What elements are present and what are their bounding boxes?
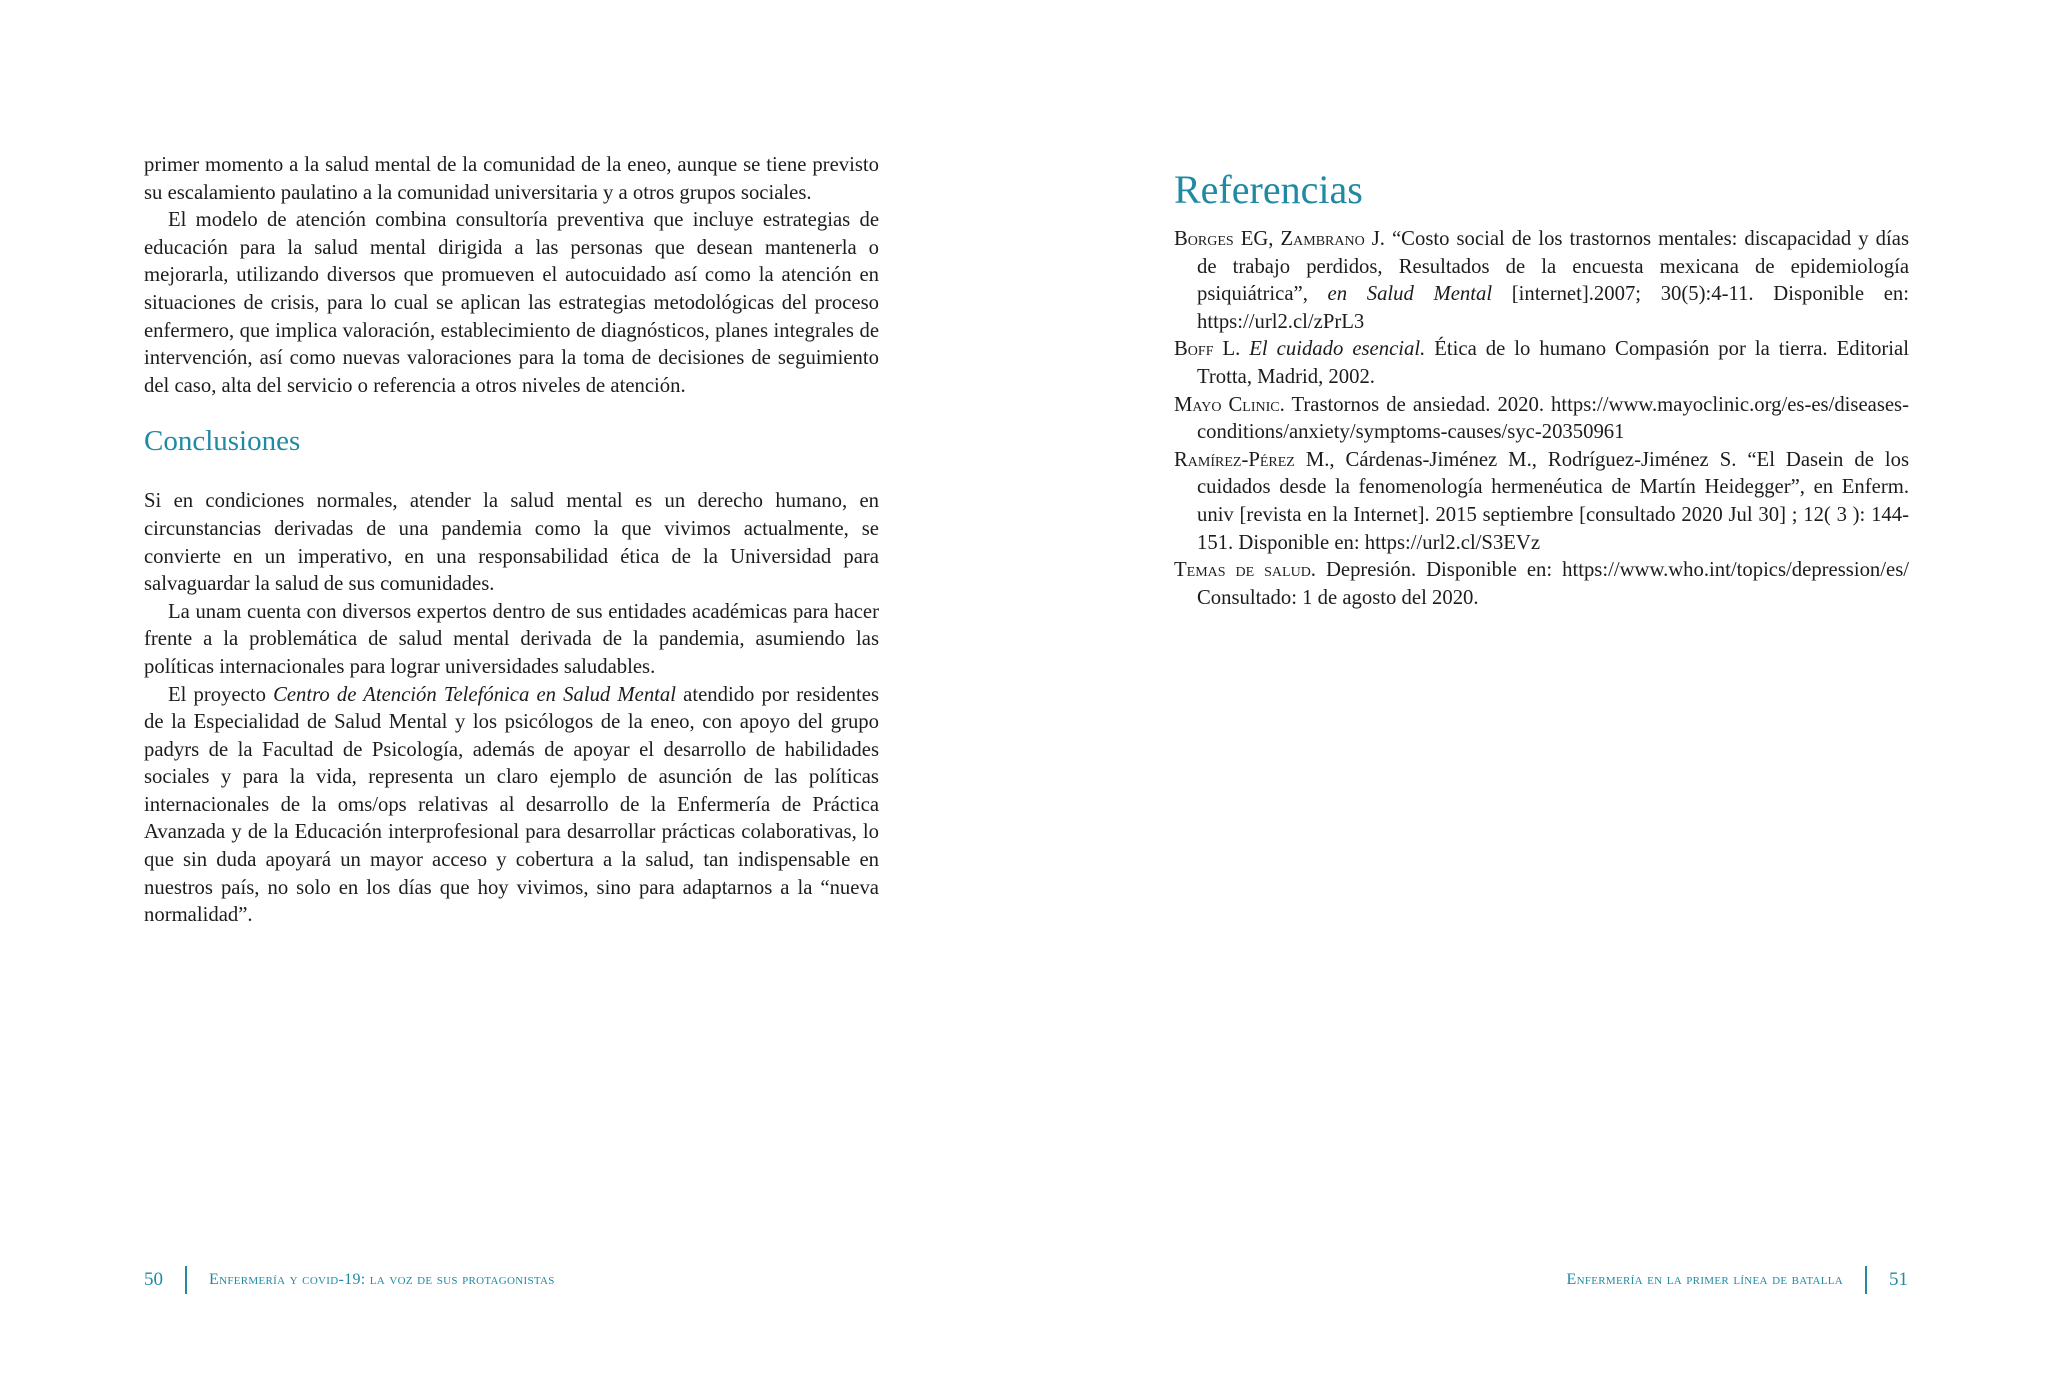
reference-text: Ética de lo humano Compasión por la tierra. Editorial Trotta, Madrid, 2002. — [1197, 338, 1909, 388]
reference-list — [1174, 226, 1909, 612]
footer-divider — [1865, 1266, 1867, 1294]
text-run: El proyecto — [168, 683, 274, 706]
section-heading: Conclusiones — [144, 425, 301, 458]
page-number: 51 — [1889, 1269, 1908, 1290]
reference-text: Depresión. Disponible en: https://www.who.int/topics/depression/es/ Consultado: 1 de agosto del 2020. — [1197, 559, 1909, 609]
reference-text — [1240, 338, 1249, 360]
reference-text: Cárdenas-Jiménez M., Rodríguez-Jiménez S. “El Dasein de los cuidados desde la fenomenología hermenéutica de Martín Heidegger”, en Enferm. univ [revista en la Internet]. 2015 septiembre [consultado 2020 Jul 30] ; 12( 3 ): 144-151. Disponible en: https://url2.cl/S3EVz — [1197, 448, 1909, 554]
reference-text: Trastornos de ansiedad. 2020. https://www.mayoclinic.org/es-es/diseases-conditions/anxiety/symptoms-causes/syc-20350961 — [1197, 393, 1909, 444]
reference-author: Temas de salud. — [1174, 559, 1316, 582]
left-body — [144, 152, 879, 930]
reference-item — [1174, 392, 1909, 447]
reference-item — [1174, 336, 1909, 391]
reference-italic: El cuidado esencial. — [1249, 338, 1426, 361]
italic-title: Centro de Atención Telefónica en Salud Mental — [273, 683, 677, 706]
footer-divider — [185, 1266, 187, 1294]
running-head: Enfermería y covid-19: la voz de sus protagonistas — [209, 1271, 555, 1288]
right-page — [1024, 0, 2048, 1386]
running-head: Enfermería en la primer línea de batalla — [1566, 1271, 1843, 1288]
paragraph: El modelo de atención combina consultoría preventiva que incluye estrategias de educación para la salud mental dirigida a las personas que desean mantenerla o mejorarla, utilizando diversos que promueven el autocuidado así como la atención en situaciones de crisis, para lo cual se aplican las estrategias metodológicas del proceso enfermero, que implica valoración, establecimiento de diagnósticos, planes integrales de intervención, así como nuevas valoraciones para la toma de decisiones de seguimiento del caso, alta del servicio o referencia a otros niveles de atención. — [144, 209, 879, 397]
paragraph: La unam cuenta con diversos expertos dentro de sus entidades académicas para hacer frente a la problemática de salud mental derivada de la pandemia, asumiendo las políticas internacionales para lograr universidades saludables. — [144, 600, 879, 678]
page-title: Referencias — [1174, 167, 1363, 212]
reference-author: Borges EG, Zambrano J. — [1174, 228, 1385, 250]
page-number: 50 — [144, 1269, 163, 1290]
page-footer — [144, 1266, 555, 1294]
page-footer — [1567, 1266, 1909, 1294]
reference-item — [1174, 226, 1909, 336]
reference-text: [internet].2007; 30(5):4-11. Disponible en: https://url2.cl/zPrL3 — [1197, 283, 1909, 333]
reference-text: “Costo social de los trastornos mentales: discapacidad y días de trabajo perdidos, Resultados de la encuesta mexicana de epidemiología psiquiátrica”, — [1197, 228, 1909, 306]
paragraph: primer momento a la salud mental de la comunidad de la eneo, aunque se tiene previsto su escalamiento paulatino a la comunidad universitaria y a otros grupos sociales. — [144, 154, 879, 204]
reference-item — [1174, 447, 1909, 557]
reference-author: Mayo Clinic. — [1174, 393, 1285, 416]
right-body — [1174, 152, 1909, 612]
reference-author: Boff L. — [1174, 338, 1241, 361]
paragraph — [144, 682, 879, 930]
text-run: atendido por residentes de la Especialidad de Salud Mental y los psicólogos de la eneo, con apoyo del grupo padyrs de la Facultad de Psicología, además de apoyar el desarrollo de habilidades sociales y para la vida, representa un claro ejemplo de asunción de las políticas internacionales de la oms/ops relativas al desarrollo de la Enfermería de Práctica Avanzada y de la Educación interprofesional para desarrollar prácticas colaborativas, lo que sin duda apoyará un mayor acceso y cobertura a la salud, tan indispensable en nuestros país, no solo en los días que hoy vivimos, sino para adaptarnos a la “nueva normalidad”. — [144, 683, 879, 927]
reference-italic: en Salud Mental — [1327, 283, 1493, 306]
reference-author: Ramírez-Pérez M., — [1174, 448, 1335, 471]
paragraph: Si en condiciones normales, atender la salud mental es un derecho humano, en circunstancias derivadas de una pandemia como la que vivimos actualmente, se convierte en un imperativo, en una responsabilidad ética de la Universidad para salvaguardar la salud de sus comunidades. — [144, 490, 879, 596]
reference-item — [1174, 557, 1909, 612]
